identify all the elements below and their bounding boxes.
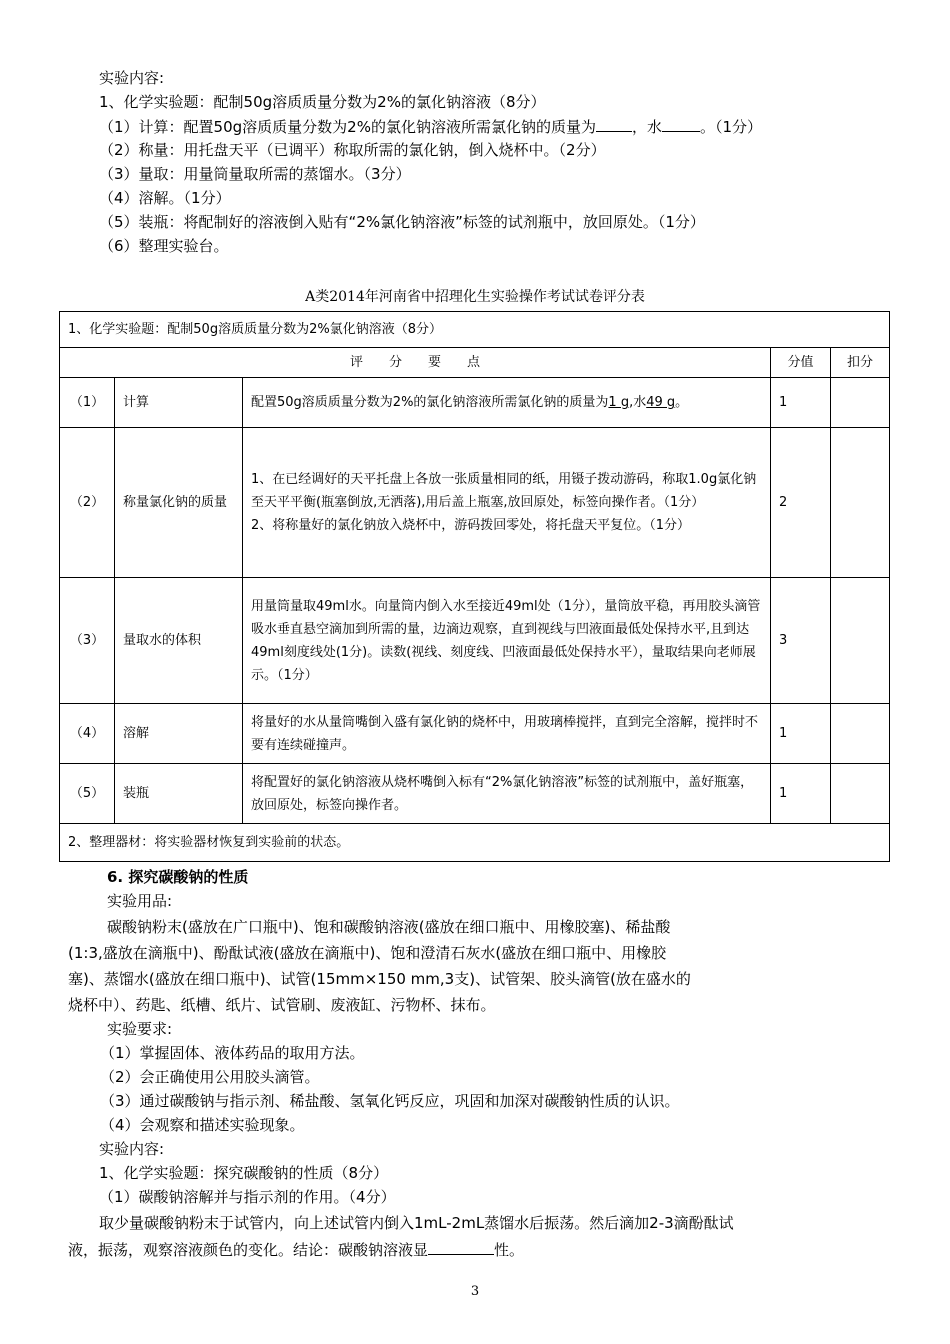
requirement-item: （1）掌握固体、液体药品的取用方法。 — [100, 1044, 365, 1062]
step-3: （3）量取：用量筒量取所需的蒸馏水。（3分） — [99, 165, 411, 183]
row-deduct — [831, 764, 890, 824]
row-deduct — [831, 378, 890, 428]
col-header-points: 评 分 要 点 — [60, 348, 771, 378]
task-title-2: 1、化学实验题：探究碳酸钠的性质（8分） — [99, 1164, 389, 1182]
col-header-score: 分值 — [771, 348, 831, 378]
step-1-text-b: ，水 — [631, 118, 662, 136]
row-item: 溶解 — [115, 704, 243, 764]
row-description: 将配置好的氯化钠溶液从烧杯嘴倒入标有“2%氯化钠溶液”标签的试剂瓶中，盖好瓶塞，放回原处，标签向操作者。 — [243, 764, 771, 824]
step-5: （5）装瓶：将配制好的溶液倒入贴有“2%氯化钠溶液”标签的试剂瓶中，放回原处。（1分） — [99, 213, 705, 231]
row-deduct — [831, 428, 890, 578]
row-item: 装瓶 — [115, 764, 243, 824]
row-deduct — [831, 578, 890, 704]
supplies-line: 塞)、蒸馏水(盛放在细口瓶中)、试管(15mm×150 mm,3支)、试管架、胶头滴管(放在盛水的 — [68, 970, 691, 988]
table-footer-row — [60, 824, 890, 862]
row-item: 量取水的体积 — [115, 578, 243, 704]
table-footer: 2、整理器材：将实验器材恢复到实验前的状态。 — [60, 824, 890, 862]
scoring-table — [59, 311, 890, 862]
step-1-text-a: （1）计算：配置50g溶质质量分数为2%的氯化钠溶液所需氯化钠的质量为 — [99, 118, 596, 136]
row-score: 3 — [771, 578, 831, 704]
row-description: 配置50g溶质质量分数为2%的氯化钠溶液所需氯化钠的质量为1 g,水49 g。 — [243, 378, 771, 428]
table-row — [60, 578, 890, 704]
task-title: 1、化学实验题：配制50g溶质质量分数为2%的氯化钠溶液（8分） — [99, 93, 546, 111]
row-item: 计算 — [115, 378, 243, 428]
answer-value: 1 g — [608, 395, 630, 410]
supplies-label: 实验用品: — [107, 892, 173, 910]
step-1 — [99, 115, 762, 138]
content-label-2: 实验内容: — [99, 1140, 165, 1158]
section-title: 6. 探究碳酸钠的性质 — [107, 868, 249, 886]
row-item: 称量氯化钠的质量 — [115, 428, 243, 578]
row-description: 将量好的水从量筒嘴倒入盛有氯化钠的烧杯中，用玻璃棒搅拌，直到完全溶解，搅拌时不要有连续碰撞声。 — [243, 704, 771, 764]
row-score: 1 — [771, 764, 831, 824]
row-description: 用量筒量取49ml水。向量筒内倒入水至接近49ml处（1分），量筒放平稳，再用胶头滴管吸水垂直悬空滴加到所需的量，边滴边观察，直到视线与凹液面最低处保持水平,且到达49ml刻度线处(1分)。读数(视线、刻度线、凹液面最低处保持水平），量取结果向老师展示。（1分） — [243, 578, 771, 704]
row-number: （1） — [60, 378, 115, 428]
row-number: （2） — [60, 428, 115, 578]
requirement-item: （2）会正确使用公用胶头滴管。 — [100, 1068, 320, 1086]
step-6: （6）整理实验台。 — [99, 237, 229, 255]
step-2: （2）称量：用托盘天平（已调平）称取所需的氯化钠，倒入烧杯中。（2分） — [99, 141, 606, 159]
answer-value: 49 g — [646, 395, 676, 410]
row-deduct — [831, 704, 890, 764]
procedure-line: 取少量碳酸钠粉末于试管内，向上述试管内倒入1mL-2mL蒸馏水后振荡。然后滴加2-3滴酚酞试 — [99, 1214, 734, 1232]
row-number: （4） — [60, 704, 115, 764]
step-1-text-c: 。（1分） — [699, 118, 763, 136]
row-number: （5） — [60, 764, 115, 824]
row-number: （3） — [60, 578, 115, 704]
procedure-line: 液，振荡，观察溶液颜色的变化。结论：碳酸钠溶液显 性。 — [68, 1238, 524, 1261]
table-row — [60, 764, 890, 824]
answer-blank — [428, 1238, 494, 1255]
step-4: （4）溶解。（1分） — [99, 189, 231, 207]
supplies-line: (1:3,盛放在滴瓶中)、酚酞试液(盛放在滴瓶中)、饱和澄清石灰水(盛放在细口瓶中、用橡胶 — [68, 944, 667, 962]
supplies-line: 烧杯中）、药匙、纸槽、纸片、试管刷、废液缸、污物杯、抹布。 — [68, 996, 496, 1014]
requirement-item: （3）通过碳酸钠与指示剂、稀盐酸、氢氧化钙反应，巩固和加深对碳酸钠性质的认识。 — [100, 1092, 680, 1110]
answer-blank — [596, 115, 632, 132]
row-score: 2 — [771, 428, 831, 578]
sub-task: （1）碳酸钠溶解并与指示剂的作用。（4分） — [99, 1188, 396, 1206]
table-header-row — [60, 312, 890, 348]
col-header-deduct: 扣分 — [831, 348, 890, 378]
page-number: 3 — [470, 1284, 480, 1299]
table-task-title: 1、化学实验题：配制50g溶质质量分数为2%氯化钠溶液（8分） — [60, 312, 890, 348]
requirements-label: 实验要求: — [107, 1020, 173, 1038]
supplies-line: 碳酸钠粉末(盛放在广口瓶中)、饱和碳酸钠溶液(盛放在细口瓶中、用橡胶塞)、稀盐酸 — [107, 918, 671, 936]
content-label: 实验内容: — [99, 69, 165, 87]
table-row — [60, 704, 890, 764]
table-caption: A类2014年河南省中招理化生实验操作考试试卷评分表 — [305, 289, 645, 305]
requirement-item: （4）会观察和描述实验现象。 — [100, 1116, 305, 1134]
row-description: 1、在已经调好的天平托盘上各放一张质量相同的纸，用镊子拨动游码，称取1.0g氯化钠至天平平衡(瓶塞倒放,无洒落),用后盖上瓶塞,放回原处，标签向操作者。（1分） 2、将称量好的氯化钠放入烧杯中，游码拨回零处，将托盘天平复位。（1分） — [243, 428, 771, 578]
row-score: 1 — [771, 704, 831, 764]
row-score: 1 — [771, 378, 831, 428]
table-row — [60, 428, 890, 578]
answer-blank — [662, 115, 700, 132]
table-row — [60, 378, 890, 428]
column-header-row — [60, 348, 890, 378]
